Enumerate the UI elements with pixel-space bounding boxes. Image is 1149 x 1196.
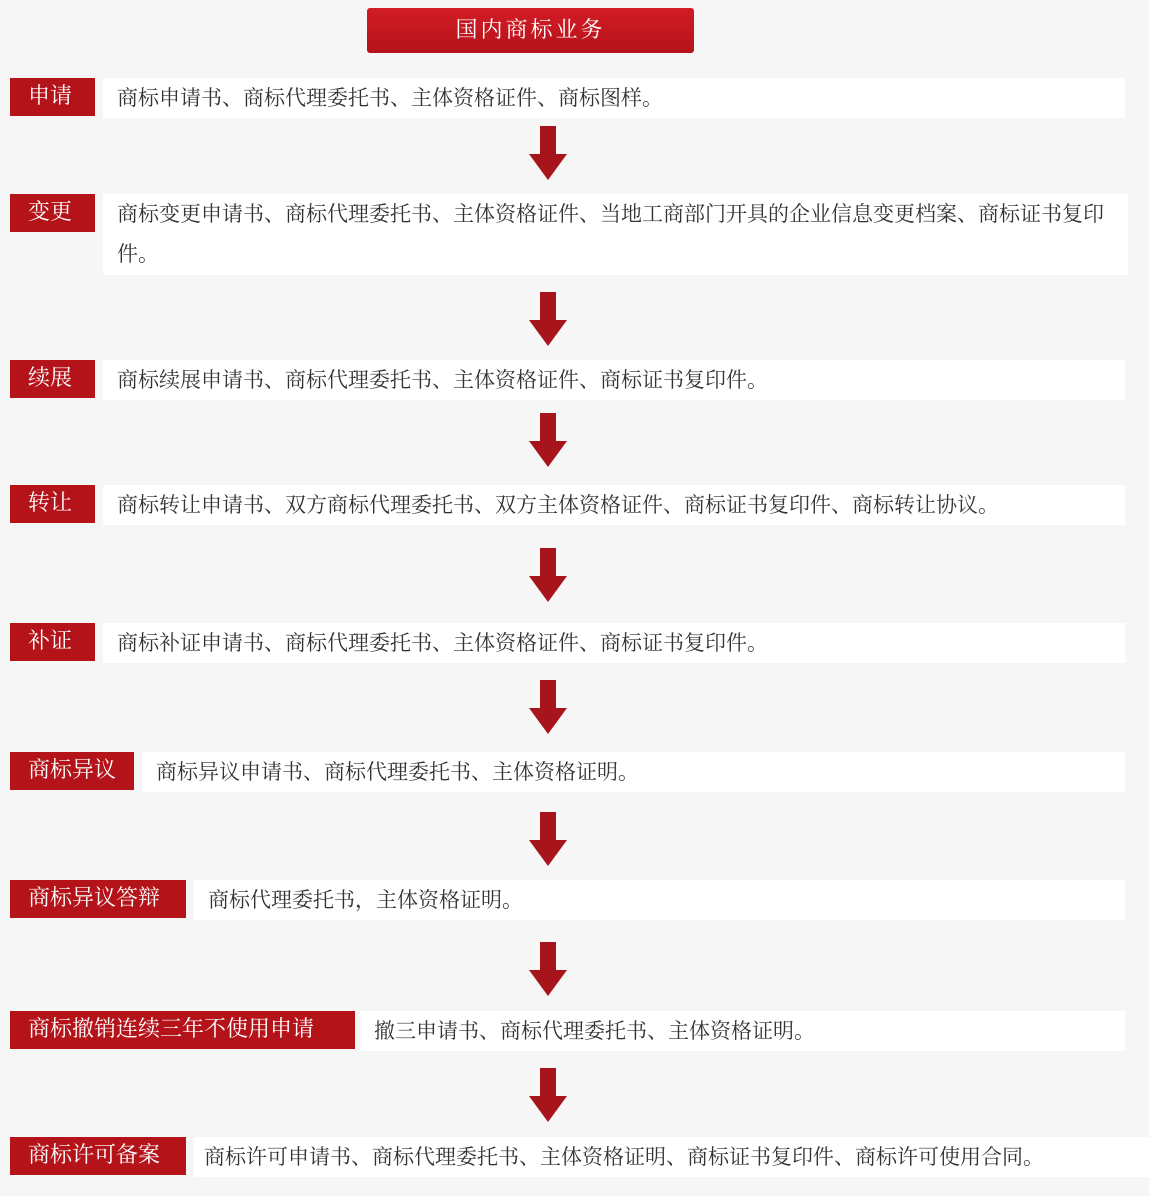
step-desc: 商标转让申请书、双方商标代理委托书、双方主体资格证件、商标证书复印件、商标转让协议。 — [103, 485, 1125, 525]
step-label: 转让 — [10, 485, 95, 523]
step-desc: 商标代理委托书，主体资格证明。 — [194, 880, 1125, 920]
step-label: 补证 — [10, 623, 95, 661]
step-label: 商标撤销连续三年不使用申请 — [10, 1011, 355, 1049]
arrow-down-icon — [529, 680, 567, 734]
arrow-down-icon — [529, 548, 567, 602]
arrow-down-icon — [529, 126, 567, 180]
arrow-down-icon — [529, 292, 567, 346]
step-label: 申请 — [10, 78, 95, 116]
step-label: 商标许可备案 — [10, 1137, 186, 1175]
page-title: 国内商标业务 — [367, 8, 694, 53]
step-desc: 商标补证申请书、商标代理委托书、主体资格证件、商标证书复印件。 — [103, 623, 1125, 663]
step-label: 续展 — [10, 360, 95, 398]
arrow-down-icon — [529, 413, 567, 467]
step-label: 商标异议 — [10, 752, 134, 790]
step-desc: 商标续展申请书、商标代理委托书、主体资格证件、商标证书复印件。 — [103, 360, 1125, 400]
step-label: 变更 — [10, 194, 95, 232]
arrow-down-icon — [529, 942, 567, 996]
step-desc: 商标异议申请书、商标代理委托书、主体资格证明。 — [142, 752, 1125, 792]
arrow-down-icon — [529, 812, 567, 866]
step-desc: 商标变更申请书、商标代理委托书、主体资格证件、当地工商部门开具的企业信息变更档案、商标证书复印件。 — [103, 194, 1128, 275]
step-label: 商标异议答辩 — [10, 880, 186, 918]
step-desc: 撤三申请书、商标代理委托书、主体资格证明。 — [360, 1011, 1125, 1051]
arrow-down-icon — [529, 1068, 567, 1122]
step-desc: 商标申请书、商标代理委托书、主体资格证件、商标图样。 — [103, 78, 1125, 118]
step-desc: 商标许可申请书、商标代理委托书、主体资格证明、商标证书复印件、商标许可使用合同。 — [194, 1137, 1149, 1177]
